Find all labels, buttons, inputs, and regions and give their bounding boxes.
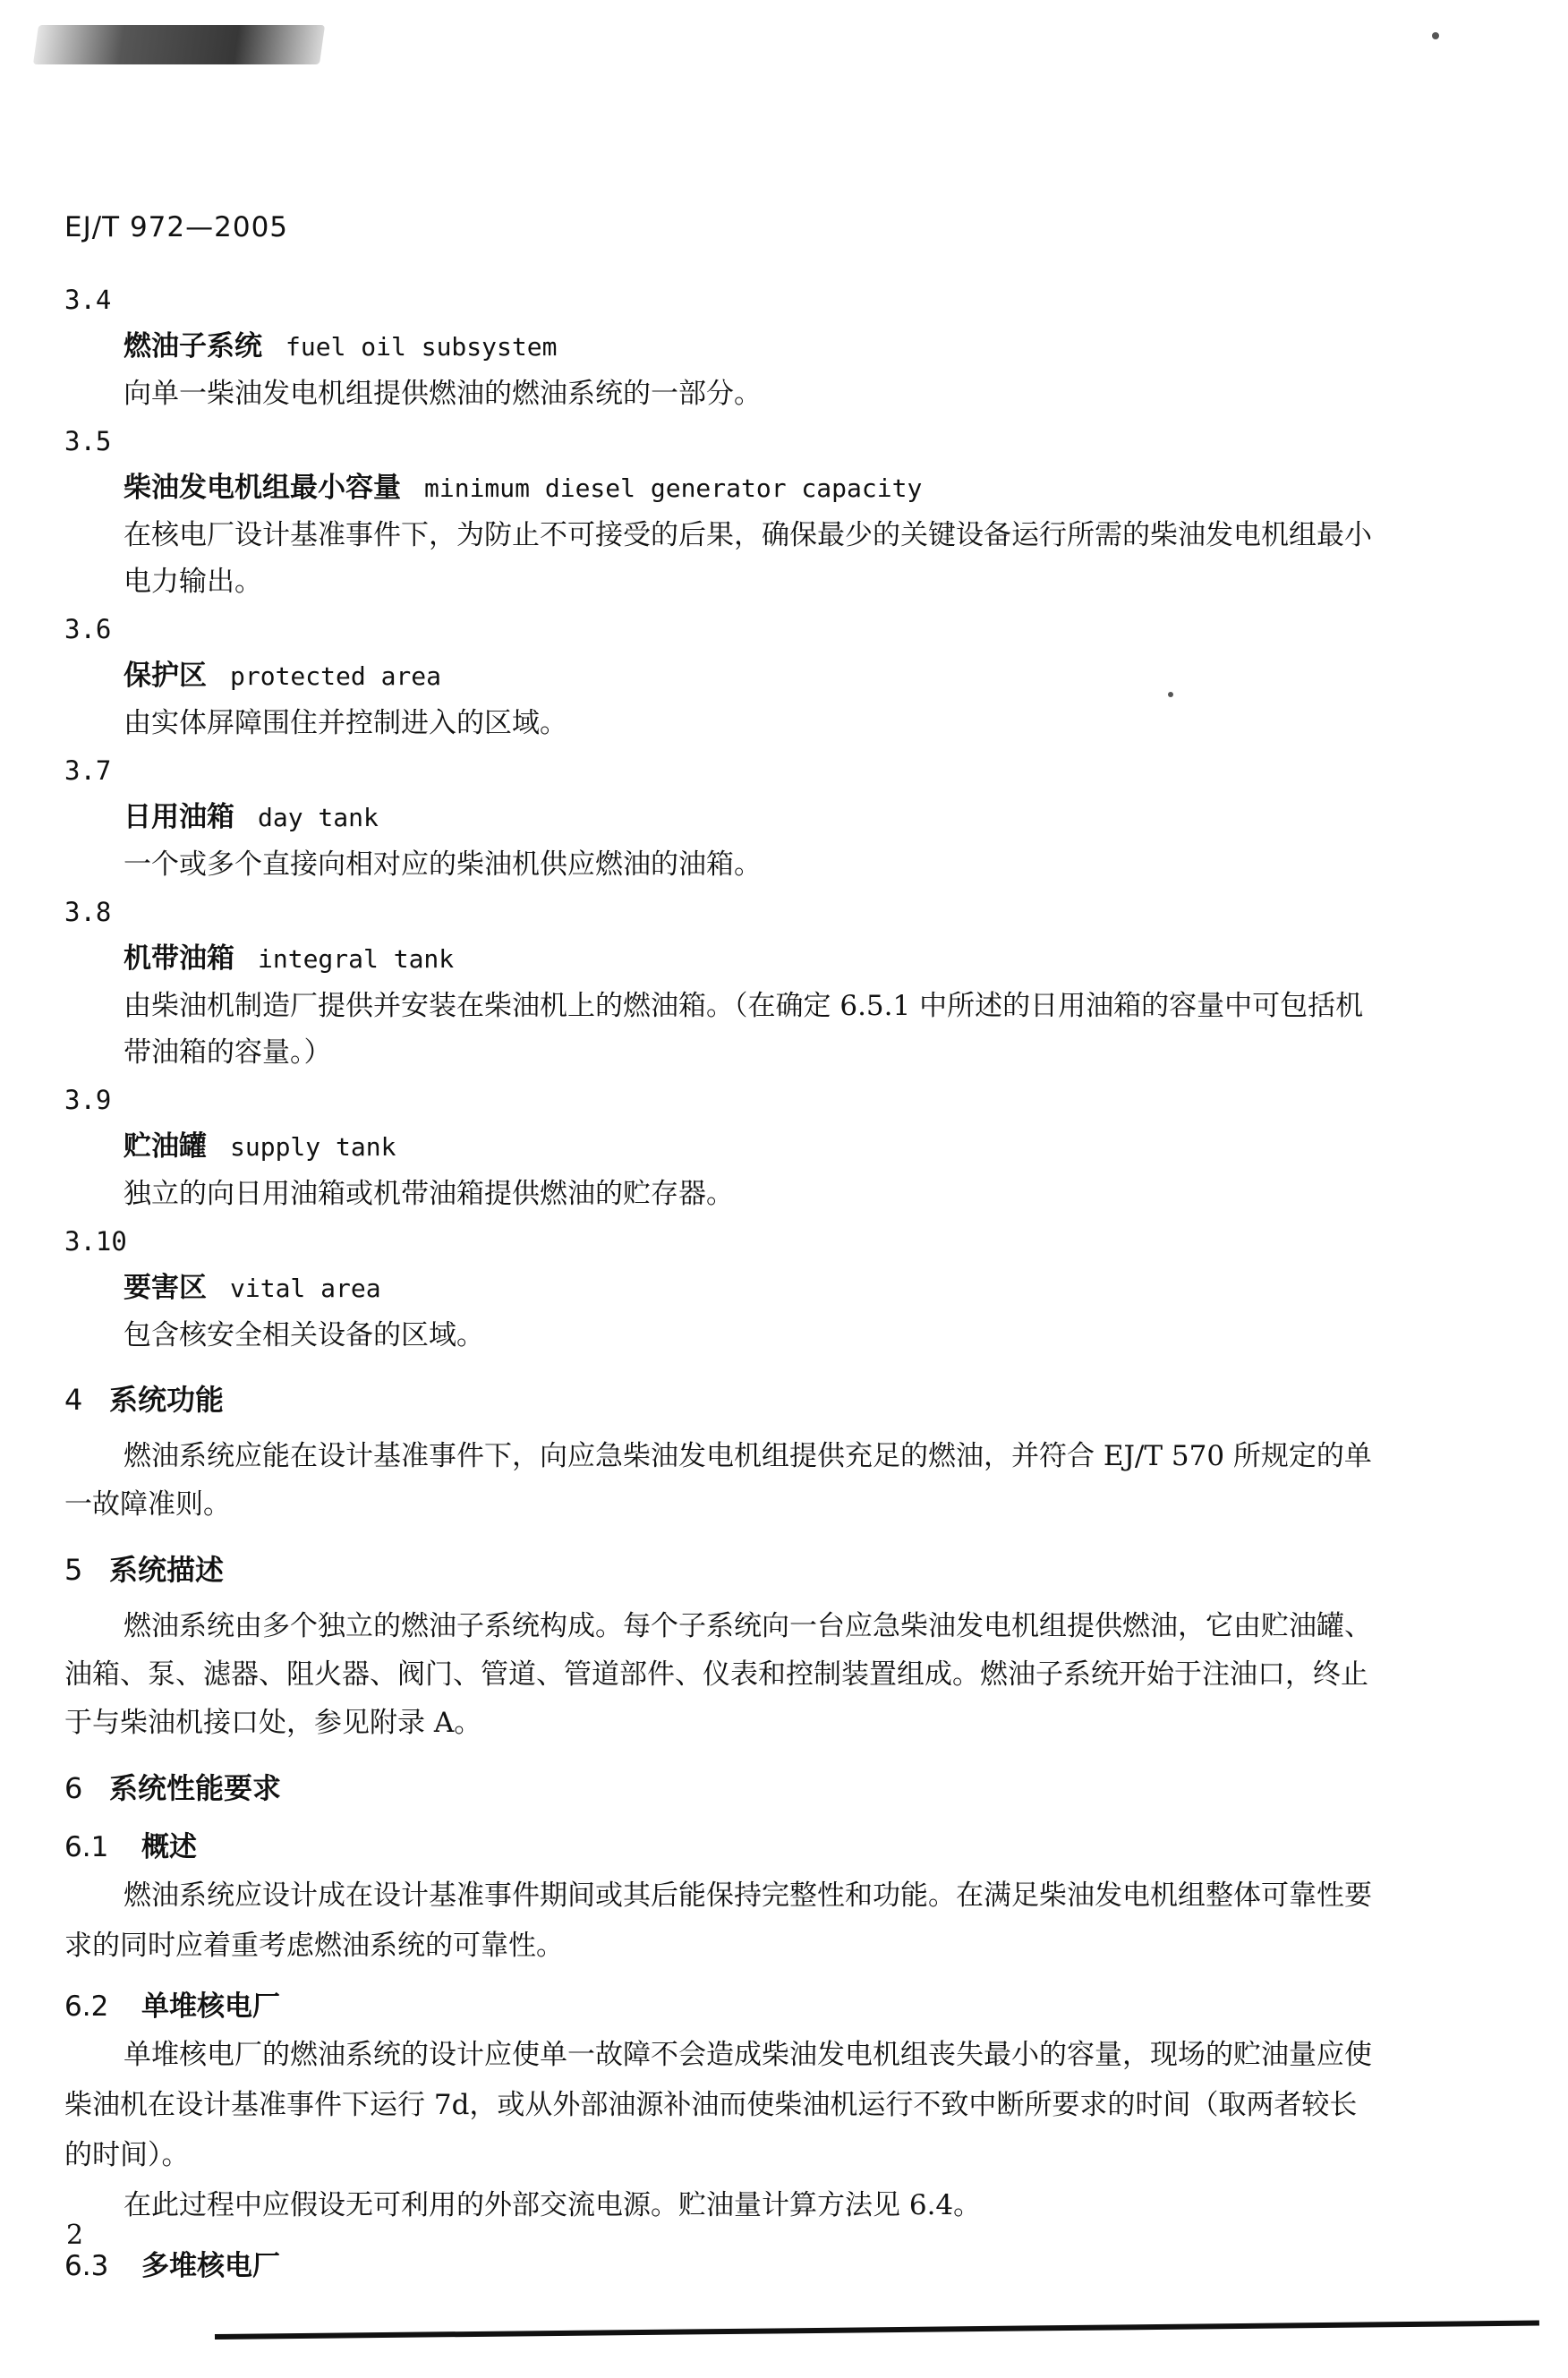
term-number: 3.4: [64, 285, 112, 315]
term-chinese: 贮油罐: [124, 1130, 207, 1163]
term-chinese: 柴油发电机组最小容量: [124, 472, 401, 504]
term-definition: 由柴油机制造厂提供并安装在柴油机上的燃油箱。（在确定 6.5.1 中所述的日用油箱的容量中可包括机带油箱的容量。）: [124, 990, 1364, 1069]
term-chinese: 燃油子系统: [124, 330, 262, 362]
term-chinese: 日用油箱: [124, 801, 234, 833]
bottom-rule: [215, 2321, 1539, 2340]
subsection-paragraph: 单堆核电厂的燃油系统的设计应使单一故障不会造成柴油发电机组丧失最小的容量，现场的贮油量应使柴油机在设计基准事件下运行 7d，或从外部油源补油而使柴油机运行不致中断所要求的时间（取两者较长的时间）。: [64, 2039, 1372, 2171]
term-entry: [64, 748, 1380, 888]
subsection-heading: [64, 1983, 1380, 2030]
standard-code: EJ/T 972—2005: [64, 211, 289, 243]
term-number: 3.9: [64, 1085, 112, 1115]
term-number: 3.7: [64, 755, 112, 786]
subsection-paragraph: 燃油系统应设计成在设计基准事件期间或其后能保持完整性和功能。在满足柴油发电机组整体可靠性要求的同时应着重考虑燃油系统的可靠性。: [64, 1879, 1372, 1962]
term-definition: 一个或多个直接向相对应的柴油机供应燃油的油箱。: [124, 848, 762, 881]
term-title: [124, 652, 1380, 700]
section-title: 系统性能要求: [109, 1771, 282, 1805]
subsection-title: 概述: [141, 1831, 197, 1863]
section-number: 5: [64, 1553, 83, 1587]
scan-speck: [1432, 32, 1439, 39]
term-definition: 独立的向日用油箱或机带油箱提供燃油的贮存器。: [124, 1178, 734, 1210]
term-entry: [64, 419, 1380, 605]
subsection-heading: [64, 2243, 1380, 2289]
term-number: 3.8: [64, 897, 112, 927]
term-definition: 在核电厂设计基准事件下，为防止不可接受的后果，确保最少的关键设备运行所需的柴油发电机组最小电力输出。: [124, 519, 1372, 598]
term-entry: [64, 890, 1380, 1076]
term-entry: [64, 277, 1380, 417]
term-definition: 由实体屏障围住并控制进入的区域。: [124, 707, 567, 739]
section-paragraph: 燃油系统应能在设计基准事件下，向应急柴油发电机组提供充足的燃油，并符合 EJ/T 570 所规定的单一故障准则。: [64, 1440, 1372, 1521]
term-title: [124, 1264, 1380, 1312]
term-title: [124, 793, 1380, 841]
term-english: integral tank: [258, 944, 455, 974]
section-title: 系统功能: [109, 1383, 225, 1417]
term-english: day tank: [258, 803, 379, 832]
page-number: 2: [66, 2220, 84, 2251]
term-number: 3.10: [64, 1226, 127, 1257]
subsection-heading: [64, 1824, 1380, 1871]
term-definition: 向单一柴油发电机组提供燃油的燃油系统的一部分。: [124, 378, 762, 410]
term-entry: [64, 1219, 1380, 1359]
term-entry: [64, 1078, 1380, 1217]
subsection-title: 单堆核电厂: [141, 1990, 280, 2023]
term-english: supply tank: [230, 1132, 396, 1162]
term-english: minimum diesel generator capacity: [424, 473, 923, 503]
term-title: [124, 464, 1380, 512]
section-heading: [64, 1377, 1380, 1423]
term-title: [124, 322, 1380, 371]
section-number: 6: [64, 1771, 83, 1805]
section-number: 4: [64, 1383, 83, 1417]
term-chinese: 要害区: [124, 1272, 207, 1304]
term-chinese: 机带油箱: [124, 942, 234, 975]
term-english: fuel oil subsystem: [285, 332, 558, 362]
section-paragraph: 燃油系统由多个独立的燃油子系统构成。每个子系统向一台应急柴油发电机组提供燃油，它由贮油罐、油箱、泵、滤器、阻火器、阀门、管道、管道部件、仪表和控制装置组成。燃油子系统开始于注油口，终止于与柴油机接口处，参见附录 A。: [64, 1610, 1372, 1739]
subsection-paragraph: 在此过程中应假设无可利用的外部交流电源。贮油量计算方法见 6.4。: [124, 2189, 982, 2221]
section-heading: [64, 1765, 1380, 1811]
subsection-number: 6.2: [64, 1990, 109, 2023]
term-chinese: 保护区: [124, 660, 207, 692]
scan-artifact: [33, 25, 325, 64]
term-number: 3.5: [64, 426, 112, 456]
term-english: protected area: [230, 661, 442, 691]
subsection-number: 6.3: [64, 2250, 109, 2282]
term-entry: [64, 607, 1380, 746]
term-title: [124, 1122, 1380, 1171]
term-english: vital area: [230, 1274, 381, 1303]
section-title: 系统描述: [109, 1553, 225, 1587]
term-title: [124, 934, 1380, 983]
term-definition: 包含核安全相关设备的区域。: [124, 1319, 484, 1351]
document-body: [64, 277, 1380, 2289]
term-number: 3.6: [64, 614, 112, 644]
section-heading: [64, 1547, 1380, 1593]
subsection-number: 6.1: [64, 1831, 109, 1863]
subsection-title: 多堆核电厂: [141, 2250, 280, 2282]
